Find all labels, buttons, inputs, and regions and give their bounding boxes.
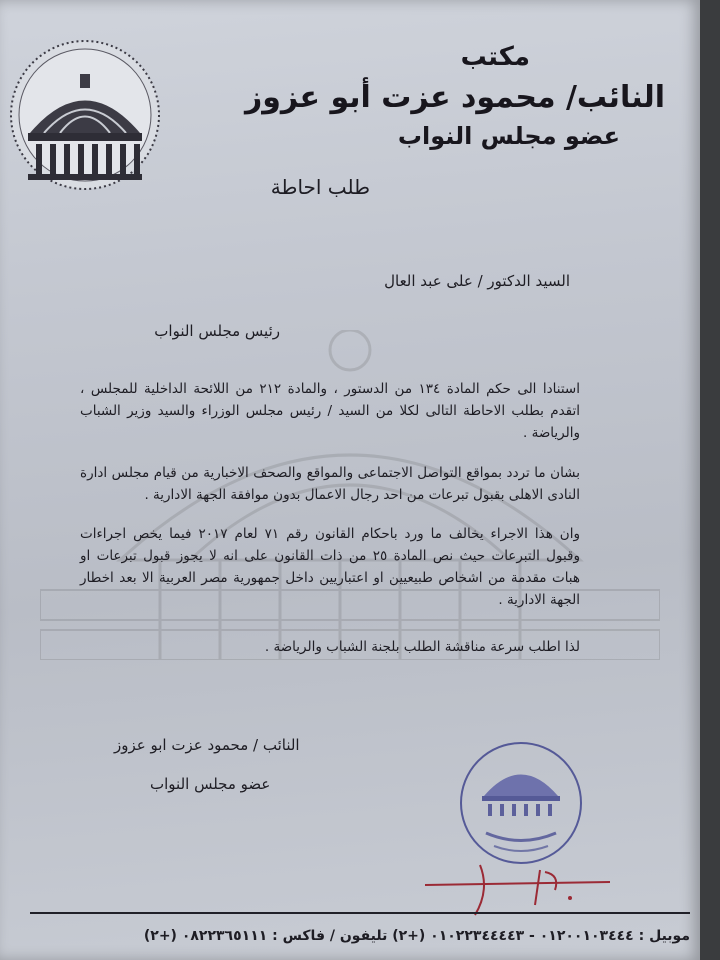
footer-contact: موبيل : ٠١٢٠٠١٠٣٤٤٤ - ٠١٠٢٢٣٤٤٤٤٣ (+٢) تليفون / فاكس : ٠٨٢٢٣٦٥١١١ (+٢) bbox=[143, 928, 690, 944]
signatory-name: النائب / محمود عزت ابو عزوز bbox=[114, 736, 300, 754]
header-member-title: عضو مجلس النواب bbox=[397, 122, 620, 150]
body-paragraph-3: وان هذا الاجراء يخالف ما ورد باحكام القانون رقم ٧١ لعام ٢٠١٧ فيما يخص اجراءات وقبول التبرعات حيث نص المادة ٢٥ من ذات القانون على انه لا يجوز قبول تبرعات او هبات مقدمة من اشخاص طبيعيين او اعتباريين داخل جمهورية مصر العربية الا بعد اخطار الجهة الادارية . bbox=[80, 526, 580, 608]
header-office: مكتب bbox=[460, 42, 530, 72]
body-paragraph-2: بشان ما تردد بمواقع التواصل الاجتماعى والمواقع والصحف الاخبارية من قيام مجلس ادارة النادى الاهلى بقبول تبرعات من احد رجال الاعمال بدون موافقة الجهة الادارية . bbox=[80, 465, 580, 503]
request-title: طلب احاطة bbox=[270, 175, 370, 199]
addressee-title: رئيس مجلس النواب bbox=[154, 322, 280, 340]
parliament-seal-logo bbox=[8, 38, 163, 193]
addressee-name: السيد الدكتور / على عبد العال bbox=[384, 272, 570, 290]
handwritten-signature bbox=[420, 860, 620, 920]
header-mp-name: النائب/ محمود عزت أبو عزوز bbox=[244, 80, 665, 115]
signatory-title: عضو مجلس النواب bbox=[150, 775, 271, 793]
footer-divider bbox=[30, 912, 690, 914]
official-stamp bbox=[456, 738, 586, 868]
body-paragraph-1: استنادا الى حكم المادة ١٣٤ من الدستور ، والمادة ٢١٢ من اللائحة الداخلية للمجلس ، اتقدم بطلب الاحاطة التالى لكلا من السيد / رئيس مجلس الوزراء والسيد وزير الشباب والرياضة . bbox=[80, 381, 580, 441]
body-paragraph-4: لذا اطلب سرعة مناقشة الطلب بلجنة الشباب والرياضة . bbox=[264, 639, 580, 655]
